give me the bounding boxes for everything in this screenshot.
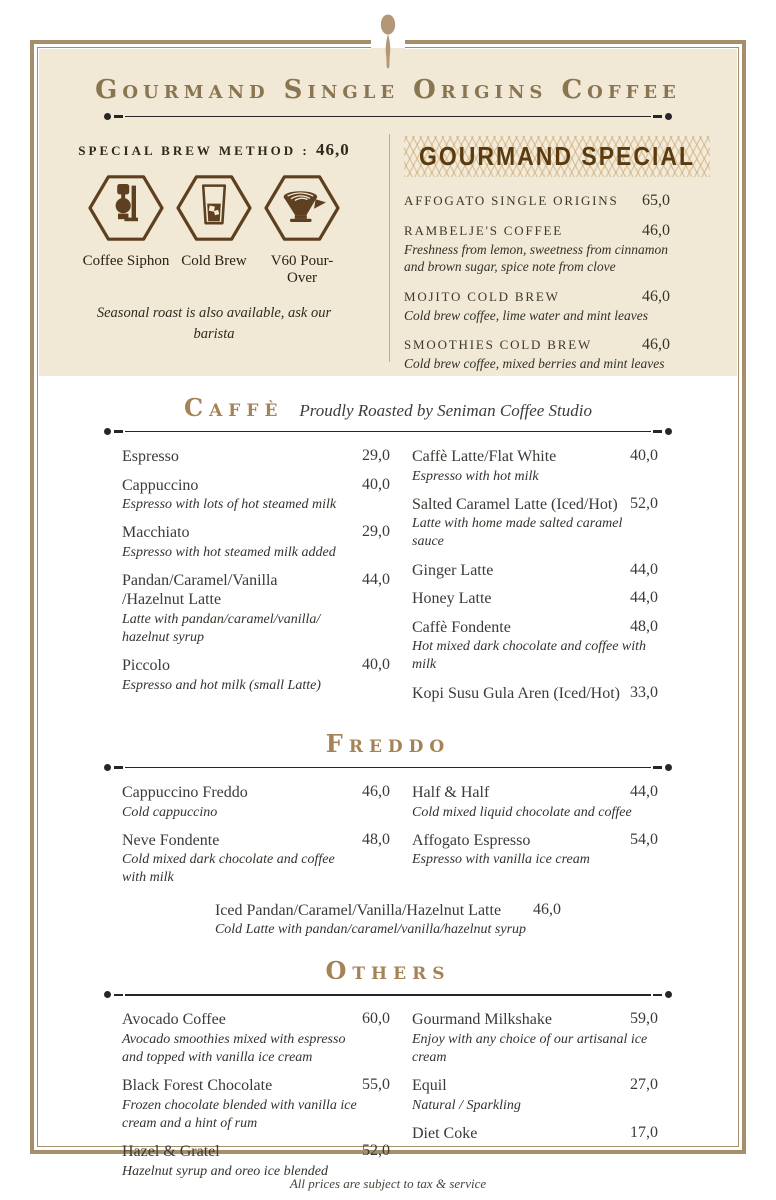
divider-line xyxy=(125,431,651,433)
item-price: 46,0 xyxy=(642,335,670,353)
divider-line xyxy=(125,116,651,118)
menu-item xyxy=(412,589,658,609)
menu-item xyxy=(404,222,670,276)
divider-dot xyxy=(104,113,111,120)
top-panel xyxy=(39,49,737,376)
item-price: 17,0 xyxy=(630,1123,658,1141)
item-name: Caffè Latte/Flat White xyxy=(412,448,557,465)
title-divider xyxy=(104,113,672,120)
footer-note: All prices are subject to tax & service xyxy=(289,1176,487,1191)
divider-tick xyxy=(653,766,662,768)
item-name: Gourmand Milkshake xyxy=(412,1011,552,1029)
item-name: Cappuccino Freddo xyxy=(122,784,248,802)
divider-dot xyxy=(104,764,111,771)
item-price: 40,0 xyxy=(630,447,658,464)
item-name: RAMBELJE'S COFFEE xyxy=(404,223,563,238)
brew-method-label: Coffee Siphon xyxy=(82,253,170,269)
divider-tick xyxy=(114,115,123,117)
item-name: Honey Latte xyxy=(412,590,492,608)
item-price: 65,0 xyxy=(642,192,670,209)
item-name: AFFOGATO SINGLE ORIGINS xyxy=(404,193,619,208)
gourmand-special-items xyxy=(404,192,710,372)
item-name: Cappuccino xyxy=(122,476,199,494)
brew-method-label: V60 Pour-Over xyxy=(270,253,334,286)
section-others xyxy=(39,956,737,1189)
divider-tick xyxy=(114,430,123,432)
brew-method-label: Cold Brew xyxy=(181,253,247,269)
item-description: Espresso with vanilla ice cream xyxy=(412,852,590,868)
menu-item xyxy=(412,1076,658,1115)
item-description: Espresso with hot steamed milk added xyxy=(122,544,336,560)
menu-item xyxy=(122,1142,390,1181)
item-price: 55,0 xyxy=(362,1076,390,1094)
coffee-siphon-icon xyxy=(86,172,166,244)
item-description: Cold mixed liquid chocolate and coffee xyxy=(412,804,632,820)
menu-item xyxy=(122,476,390,515)
menu-item xyxy=(122,1010,390,1067)
divider-tick xyxy=(653,430,662,432)
item-name: Equil xyxy=(412,1077,447,1095)
item-description: Frozen chocolate blended with vanilla ice cream and a hint of rum xyxy=(122,1097,357,1131)
menu-content xyxy=(39,49,737,1179)
brew-method-v60 xyxy=(258,172,346,287)
item-description: Latte with pandan/caramel/vanilla/ hazelnut syrup xyxy=(122,611,321,646)
item-price: 46,0 xyxy=(533,900,562,918)
menu-item xyxy=(412,831,658,870)
item-name: Neve Fondente xyxy=(122,831,220,849)
item-name: Salted Caramel Latte (Iced/Hot) xyxy=(412,495,618,513)
brew-method-icons xyxy=(39,172,389,287)
section-divider xyxy=(104,991,672,998)
menu-item xyxy=(412,684,658,704)
gourmand-special-title: GOURMAND SPECIAL xyxy=(418,141,696,171)
item-price: 48,0 xyxy=(630,617,658,635)
item-description: Freshness from lemon, sweetness from cinnamon and brown sugar, spice note from clove xyxy=(404,242,668,275)
item-description: Enjoy with any choice of our artisanal ice cream xyxy=(412,1031,648,1066)
item-price: 44,0 xyxy=(630,589,658,607)
divider-line xyxy=(125,767,651,769)
section-subtitle: Proudly Roasted by Seniman Coffee Studio xyxy=(299,401,592,420)
menu-item xyxy=(412,1124,658,1144)
item-name: Avocado Coffee xyxy=(122,1011,226,1029)
item-price: 46,0 xyxy=(642,222,670,239)
item-price: 27,0 xyxy=(630,1076,658,1094)
barista-note: Seasonal roast is also available, ask our barista xyxy=(96,304,332,342)
brew-method-coffee-siphon xyxy=(82,172,170,287)
item-name: Iced Pandan/Caramel/Vanilla/Hazelnut Latte xyxy=(214,901,502,919)
item-price: 44,0 xyxy=(630,560,658,578)
item-name: Black Forest Chocolate xyxy=(122,1077,273,1095)
section-title: Caffè xyxy=(184,393,284,422)
item-name: SMOOTHIES COLD BREW xyxy=(404,336,593,352)
divider-dot xyxy=(104,991,111,998)
item-description: Espresso with hot milk xyxy=(412,468,539,484)
brew-method-price: 46,0 xyxy=(315,140,350,159)
brew-method-cold-brew xyxy=(170,172,258,287)
divider-tick xyxy=(114,766,123,768)
brew-methods-panel xyxy=(39,132,389,372)
item-description: Cold brew coffee, mixed berries and mint leaves xyxy=(404,355,665,371)
item-price: 29,0 xyxy=(362,523,390,541)
item-description: Cold brew coffee, lime water and mint leaves xyxy=(404,307,648,323)
item-price: 40,0 xyxy=(362,475,390,493)
section-divider xyxy=(104,428,672,435)
menu-item xyxy=(412,783,658,822)
item-description: Cold mixed dark chocolate and coffee with milk xyxy=(122,852,335,886)
menu-item xyxy=(412,495,658,552)
item-price: 52,0 xyxy=(630,494,658,512)
gourmand-special-panel xyxy=(390,132,737,372)
menu-item xyxy=(412,1010,658,1067)
menu-item xyxy=(412,618,658,675)
item-name: Hazel & Gratel xyxy=(122,1143,220,1161)
item-name: Diet Coke xyxy=(412,1124,478,1142)
brew-method-header xyxy=(39,140,389,160)
divider-dot xyxy=(665,428,672,435)
item-price: 46,0 xyxy=(642,287,670,305)
item-description: Natural / Sparkling xyxy=(412,1097,521,1113)
item-price: 46,0 xyxy=(362,783,390,801)
menu-item xyxy=(122,523,390,562)
divider-tick xyxy=(653,994,662,996)
cold-brew-icon xyxy=(174,172,254,244)
divider-tick xyxy=(653,115,662,117)
menu-item xyxy=(122,447,390,467)
item-description: Hot mixed dark chocolate and coffee with milk xyxy=(412,639,647,673)
item-price: 40,0 xyxy=(362,656,390,674)
menu-item xyxy=(404,336,670,372)
item-name: MOJITO COLD BREW xyxy=(404,288,560,304)
item-description: Avocado smoothies mixed with espresso and topped with vanilla ice cream xyxy=(122,1031,346,1066)
item-description: Cold cappuccino xyxy=(122,804,218,820)
item-price: 59,0 xyxy=(630,1010,658,1028)
menu-item xyxy=(412,561,658,581)
item-description: Latte with home made salted caramel sauce xyxy=(412,516,623,550)
item-price: 60,0 xyxy=(362,1010,390,1028)
item-price: 44,0 xyxy=(362,570,390,588)
item-price: 29,0 xyxy=(362,447,390,464)
menu-item xyxy=(122,1076,390,1133)
item-description: Hazelnut syrup and oreo ice blended xyxy=(122,1163,328,1179)
section-divider xyxy=(104,764,672,771)
divider-line xyxy=(125,994,651,996)
divider-dot xyxy=(665,764,672,771)
item-price: 48,0 xyxy=(362,830,390,848)
item-name: Kopi Susu Gula Aren (Iced/Hot) xyxy=(412,684,620,702)
menu-item xyxy=(215,901,561,940)
menu-item xyxy=(404,288,670,324)
menu-item xyxy=(122,831,390,888)
item-description: Espresso and hot milk (small Latte) xyxy=(122,677,321,693)
item-price: 44,0 xyxy=(630,783,658,801)
item-name: Espresso xyxy=(122,448,179,465)
gourmand-special-banner xyxy=(404,136,710,177)
menu-item xyxy=(122,656,390,695)
item-name: Half & Half xyxy=(412,784,490,802)
divider-dot xyxy=(104,428,111,435)
item-price: 52,0 xyxy=(362,1142,390,1160)
item-description: Espresso with lots of hot steamed milk xyxy=(122,497,337,513)
top-columns xyxy=(39,132,737,372)
item-name: Pandan/Caramel/Vanilla /Hazelnut Latte xyxy=(122,571,278,609)
section-title: Freddo xyxy=(325,729,451,759)
brew-method-label: SPECIAL BREW METHOD : xyxy=(78,143,310,158)
page-title: Gourmand Single Origins Coffee xyxy=(95,75,681,105)
divider-tick xyxy=(114,994,123,996)
item-name: Caffè Fondente xyxy=(412,618,511,636)
divider-dot xyxy=(665,113,672,120)
section-title: Others xyxy=(325,956,451,986)
divider-dot xyxy=(665,991,672,998)
item-name: Affogato Espresso xyxy=(412,831,531,849)
item-price: 54,0 xyxy=(630,830,658,848)
spoon-icon xyxy=(375,14,401,72)
v60-pour-over-icon xyxy=(262,172,342,244)
item-description: Cold Latte with pandan/caramel/vanilla/hazelnut syrup xyxy=(214,922,527,938)
section-freddo xyxy=(39,729,737,939)
item-price: 33,0 xyxy=(630,683,658,701)
menu-item xyxy=(122,783,390,822)
item-name: Piccolo xyxy=(122,657,170,675)
menu-item xyxy=(412,447,658,486)
item-name: Ginger Latte xyxy=(412,561,494,579)
menu-item xyxy=(122,571,390,647)
item-name: Macchiato xyxy=(122,524,190,542)
section-caffe xyxy=(39,393,737,712)
menu-item xyxy=(404,192,670,210)
